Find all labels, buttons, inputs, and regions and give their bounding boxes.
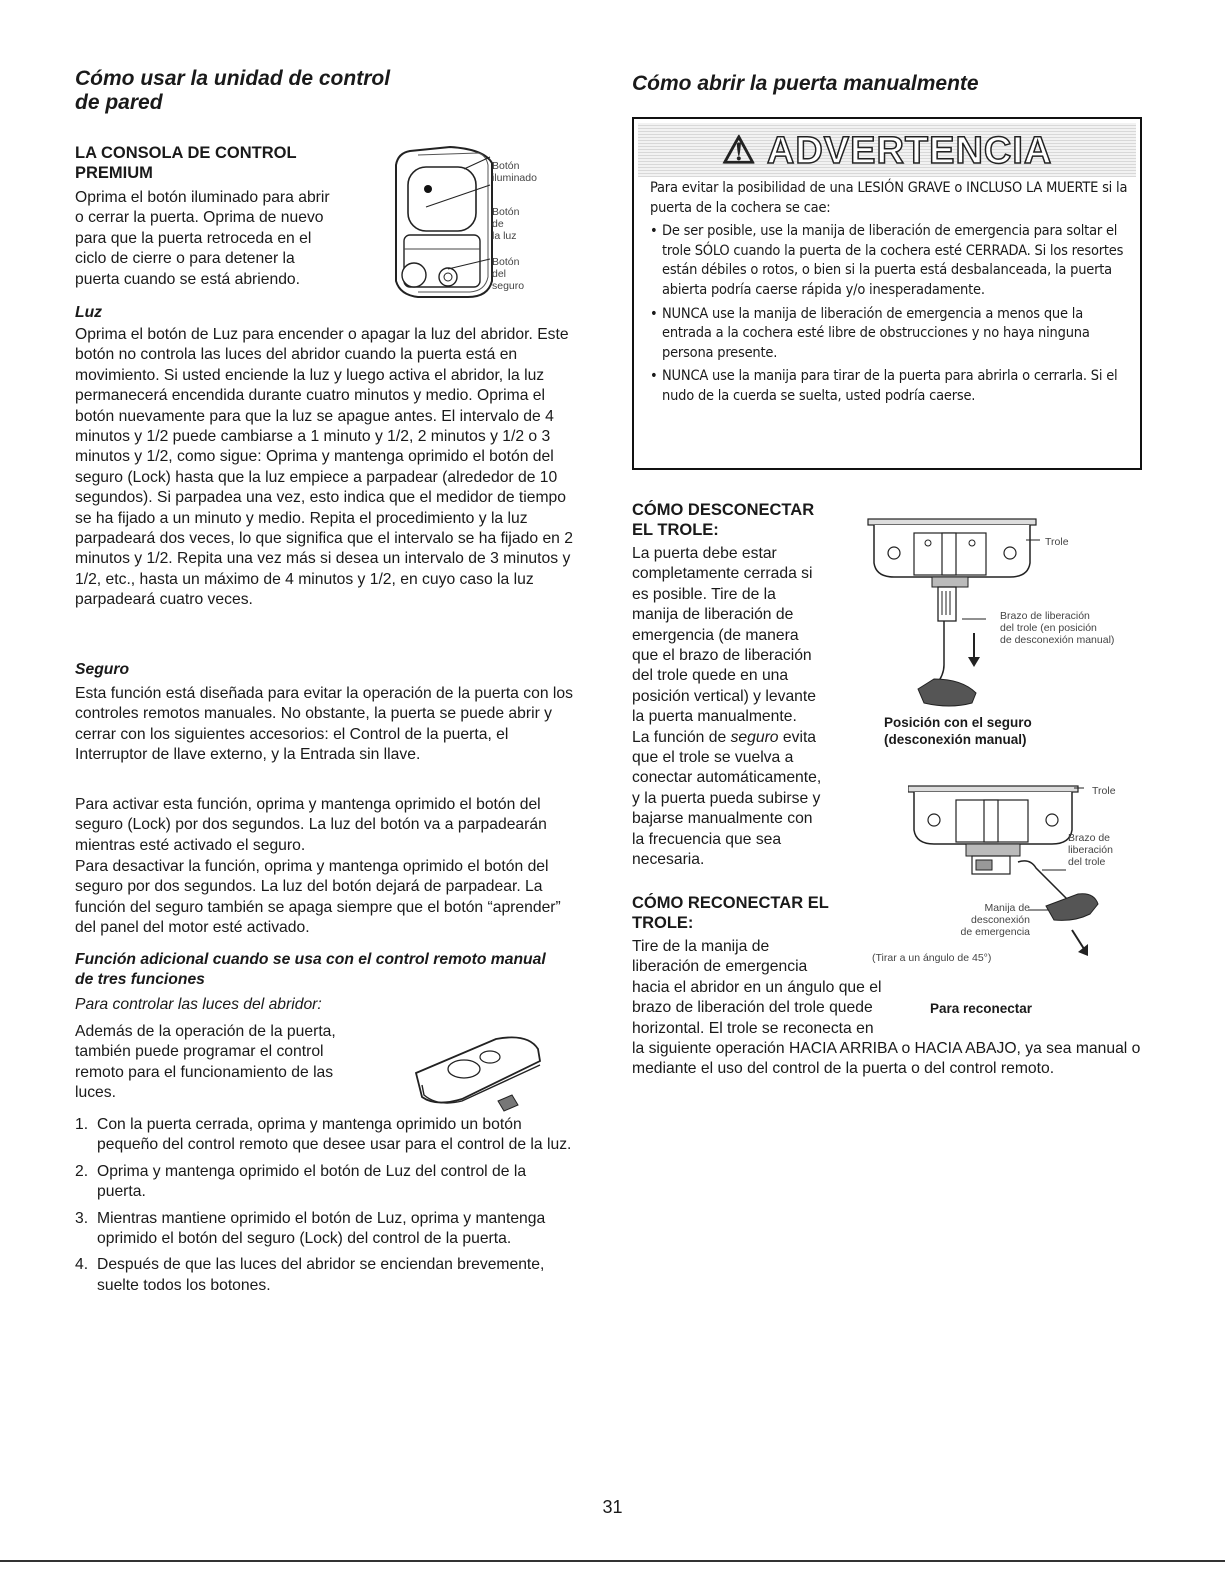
section-title-wall-control: [75, 67, 545, 115]
label-line: del trole: [1068, 856, 1106, 868]
seguro-word: seguro: [730, 728, 779, 746]
seguro-pre: La función de: [632, 728, 731, 746]
disconnect-line: del trole quede en una: [632, 667, 789, 685]
bottom-rule: [0, 1560, 1225, 1562]
lock-paragraph-3: Para desactivar la función, oprima y mantenga oprimido el botón del seguro por dos segundos. La luz del botón dejará de parpadear. La función del seguro también se apaga siempre que el botón “aprender” del panel del motor esté activado.: [75, 858, 561, 937]
fig2-arm-label: [1068, 832, 1113, 868]
seguro-post: evita: [778, 728, 817, 746]
step-item: [75, 1209, 575, 1250]
step-number: 1.: [75, 1116, 89, 1133]
disconnect-line: conectar automáticamente,: [632, 769, 822, 787]
warning-triangle-icon: ⚠: [721, 130, 757, 172]
disconnect-line: la frecuencia que sea: [632, 830, 782, 848]
lock-paragraph-1: Esta función está diseñada para evitar la operación de la puerta con los controles remotos manuales. No obstante, la puerta se puede abrir y cerrar con los siguientes accesorios: el Control de la puerta, el Interruptor de llave externo, y la Entrada sin llave.: [75, 685, 573, 764]
disconnect-line: La puerta debe estar: [632, 545, 777, 562]
step-text: Con la puerta cerrada, oprima y mantenga oprimido un botón pequeño del control remoto que desee usar para el control de la luz.: [97, 1116, 572, 1154]
step-item: [75, 1115, 575, 1156]
label-line: seguro: [492, 280, 525, 292]
step-item: [75, 1162, 575, 1203]
warning-bullet: • NUNCA use la manija de liberación de emergencia a menos que la entrada a la cochera esté libre de obstrucciones y no haya ninguna persona presente.: [650, 305, 1128, 364]
warning-intro: Para evitar la posibilidad de una LESIÓN GRAVE o INCLUSO LA MUERTE si la puerta de la cochera se cae:: [650, 180, 1128, 216]
lock-button-label: [492, 256, 524, 292]
light-heading: Luz: [75, 304, 103, 321]
warning-banner: [638, 123, 1136, 177]
reconnect-line: hacia el abridor en un ángulo que el: [632, 978, 882, 996]
console-heading-line-2: PREMIUM: [75, 164, 153, 182]
disconnect-line: emergencia (de manera: [632, 626, 799, 644]
remote-control-illustration: [408, 1035, 548, 1115]
disconnect-heading-line-1: CÓMO DESCONECTAR: [632, 501, 815, 519]
warning-bullet: • NUNCA use la manija para tirar de la puerta para abrirla o cerrarla. Si el nudo de la cuerda se suelta, usted podría caerse.: [650, 367, 1128, 406]
trolley-reconnect-illustration: [908, 780, 1108, 970]
fig2-handle-label: [920, 902, 1030, 938]
funcion-line: luces.: [75, 1084, 116, 1102]
disconnect-heading-line-2: EL TROLE:: [632, 521, 719, 539]
reconnect-heading: [632, 893, 829, 933]
label-line: Brazo de liberación: [1000, 610, 1090, 622]
reconnect-tail: la siguiente operación HACIA ARRIBA o HACIA ABAJO, ya sea manual o mediante el uso del control de la puerta o del control remoto.: [632, 1040, 1141, 1078]
disconnect-line: es posible. Tire de la: [632, 585, 776, 603]
warning-box: [632, 117, 1142, 470]
disconnect-heading: [632, 500, 814, 540]
label-line: de desconexión manual): [1000, 634, 1115, 646]
label-line: desconexión: [971, 914, 1030, 926]
disconnect-line: que el trole se vuelva a: [632, 749, 794, 767]
warning-bullet: • De ser posible, use la manija de liberación de emergencia para soltar el trole SÓLO cuando la puerta de la cochera esté CERRADA. Si los resortes están débiles o rotos, o bien si la puerta está desbalanceada, la puerta abierta podría caerse rápida y/o inesperadamente.: [650, 222, 1128, 300]
disconnect-line: bajarse manualmente con: [632, 810, 813, 828]
label-line: del: [492, 268, 507, 280]
disconnect-paragraph: [632, 544, 867, 871]
reconnect-line: horizontal. El trole se reconecta en: [632, 1019, 874, 1037]
step-number: 2.: [75, 1162, 89, 1180]
label-line: del trole (en posición: [1000, 622, 1097, 634]
section-title-manual-open: Cómo abrir la puerta manualmente: [632, 72, 979, 95]
warning-bullets: [650, 222, 1128, 406]
disconnect-line: [632, 728, 867, 748]
caption-line: Posición con el seguro: [884, 715, 1032, 730]
warning-title: [638, 131, 1136, 171]
console-line: o cerrar la puerta. Oprima de nuevo: [75, 209, 324, 227]
console-line: Oprima el botón iluminado para abrir: [75, 189, 330, 206]
step-number: 4.: [75, 1256, 89, 1274]
label-line: Botón: [492, 206, 520, 218]
three-function-paragraph: [75, 1022, 395, 1104]
disconnect-line: que el brazo de liberación: [632, 647, 812, 665]
reconnect-line: liberación de emergencia: [632, 958, 808, 976]
console-line: puerta cuando se está abriendo.: [75, 270, 301, 288]
disconnect-line: necesaria.: [632, 851, 705, 869]
programming-steps-list: [75, 1115, 575, 1302]
title-line-2: de pared: [75, 91, 163, 114]
disconnect-line: manija de liberación de: [632, 606, 794, 624]
reconnect-heading-line-2: TROLE:: [632, 914, 694, 932]
console-line: ciclo de cierre o para detener la: [75, 250, 295, 268]
disconnect-line: completamente cerrada si: [632, 565, 813, 583]
label-line: iluminado: [492, 172, 537, 184]
label-line: Manija de: [984, 902, 1030, 914]
fig1-caption: [884, 714, 1032, 748]
console-heading-line-1: LA CONSOLA DE CONTROL: [75, 144, 297, 162]
reconnect-line: Tire de la manija de: [632, 938, 770, 955]
lock-paragraph-2: Para activar esta función, oprima y mantenga oprimido el botón del seguro (Lock) por dos segundos. La luz del botón va a parpadearán mientras esté activado el seguro.: [75, 796, 547, 854]
title-line-1: Cómo usar la unidad de control: [75, 67, 391, 90]
three-function-subheading: Para controlar las luces del abridor:: [75, 996, 322, 1013]
warning-title-text: ADVERTENCIA: [766, 130, 1053, 172]
label-line: Botón: [492, 160, 520, 172]
step-number: 3.: [75, 1209, 89, 1227]
page-number: 31: [602, 1497, 623, 1517]
fig2-trolley-label: Trole: [1092, 785, 1116, 797]
disconnect-line: la puerta manualmente.: [632, 708, 797, 726]
warning-text: [650, 179, 1128, 411]
step-item: [75, 1255, 575, 1296]
light-paragraph: Oprima el botón de Luz para encender o apagar la luz del abridor. Este botón no controla las luces del abridor cuando la puerta está en movimiento. Si usted enciende la luz y luego activa el abridor, la luz permanecerá encendida durante cuatro minutos y medio. Oprima el botón nuevamente para que la luz se apague antes. El intervalo de 4 minutos y 1/2 puede cambiarse a 1 minuto y 1/2, 2 minutos y 1/2 o 3 minutos y 1/2, como sigue: Oprima y mantenga oprimido el botón del seguro (Lock) hasta que la luz empiece a parpadear (alrededor de 10 segundos). Si parpadea una vez, esto indica que el medidor de tiempo se ha fijado a un minuto y medio. Repita el procedimiento y la luz parpadeará dos veces, lo que significa que el intervalo se ha fijado en 2 minutos y 1/2. Repita una vez más si desea un intervalo de 3 minutos y 1/2, etc., hasta un máximo de 4 minutos y 1/2, en cuyo caso la luz parpadeará cuatro veces.: [75, 326, 573, 609]
lit-button-label: [492, 160, 537, 184]
step-text: Oprima y mantenga oprimido el botón de Luz del control de la puerta.: [97, 1162, 527, 1201]
label-line: la luz: [492, 230, 517, 242]
funcion-line: Además de la operación de la puerta,: [75, 1023, 336, 1040]
funcion-line: remoto para el funcionamiento de las: [75, 1063, 334, 1081]
fig2-caption: Para reconectar: [930, 1001, 1033, 1016]
console-heading: [75, 143, 297, 183]
console-line: para que la puerta retroceda en el: [75, 229, 312, 247]
lock-heading: Seguro: [75, 661, 130, 678]
step-text: Mientras mantiene oprimido el botón de Luz, oprima y mantenga oprimido el botón del seguro (Lock) del control de la puerta.: [97, 1209, 546, 1248]
reconnect-line: brazo de liberación del trole quede: [632, 999, 873, 1017]
caption-line: (desconexión manual): [884, 732, 1027, 747]
funcion-line: también puede programar el control: [75, 1043, 324, 1061]
console-paragraph: [75, 188, 395, 290]
disconnect-line: posición vertical) y levante: [632, 687, 816, 705]
fig1-trolley-label: Trole: [1045, 536, 1069, 548]
label-line: de: [492, 218, 504, 230]
label-line: liberación: [1068, 844, 1113, 856]
label-line: de emergencia: [960, 926, 1030, 938]
label-line: Brazo de: [1068, 832, 1111, 844]
disconnect-line: y la puerta pueda subirse y: [632, 789, 821, 807]
fig2-angle-label: (Tirar a un ángulo de 45°): [872, 952, 992, 964]
fig1-arm-label: [1000, 610, 1114, 646]
reconnect-heading-line-1: CÓMO RECONECTAR EL: [632, 894, 829, 912]
step-text: Después de que las luces del abridor se enciendan brevemente, suelte todos los botones.: [97, 1256, 545, 1294]
three-function-heading: Función adicional cuando se usa con el control remoto manual de tres funciones: [75, 951, 546, 988]
light-button-label: [492, 206, 519, 242]
label-line: Botón: [492, 256, 520, 268]
